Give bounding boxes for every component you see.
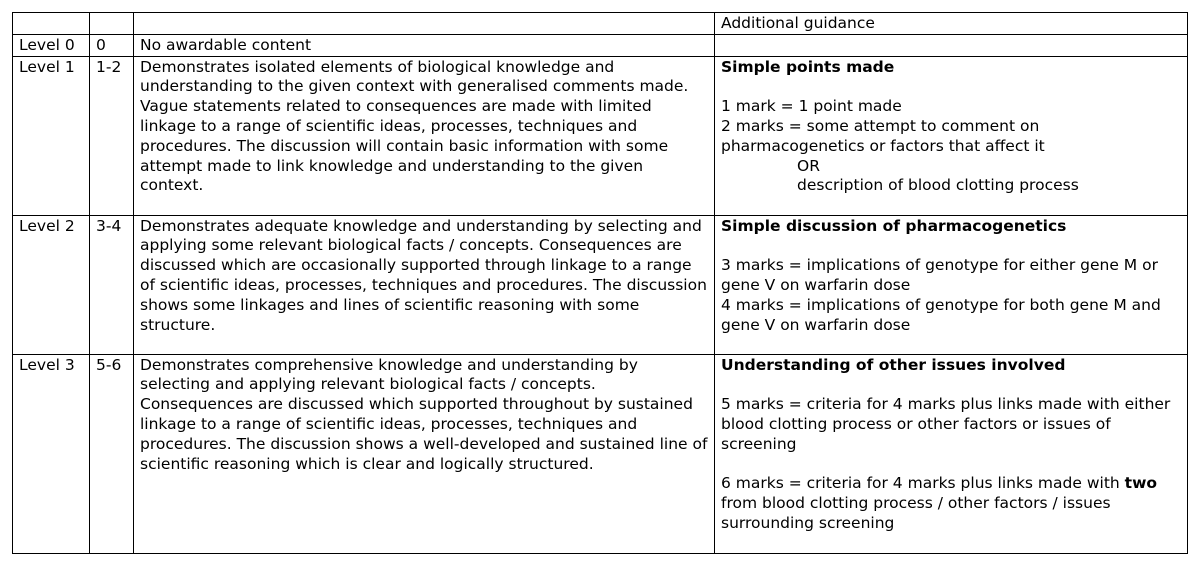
guidance-or: OR xyxy=(797,156,820,175)
guidance-line-start: 6 marks = criteria for 4 marks plus links made with xyxy=(721,474,1125,493)
level-label: Level 0 xyxy=(13,34,90,56)
mark-scheme-table xyxy=(12,12,1188,554)
guidance-line: 5 marks = criteria for 4 marks plus links made with either blood clotting process or other factors or issues of screening xyxy=(721,395,1171,453)
table-row-level-2 xyxy=(13,215,1188,354)
guidance-line: description of blood clotting process xyxy=(797,176,1079,195)
guidance-line: 1 mark = 1 point made xyxy=(721,97,902,116)
level-label: Level 2 xyxy=(13,215,90,354)
header-level-cell xyxy=(13,13,90,35)
header-descriptor-cell xyxy=(134,13,715,35)
table-row-level-0 xyxy=(13,34,1188,56)
marks-range: 5-6 xyxy=(90,354,134,553)
marks-range: 0 xyxy=(90,34,134,56)
table-row-level-1 xyxy=(13,56,1188,215)
guidance-cell xyxy=(715,215,1188,354)
level-descriptor: No awardable content xyxy=(134,34,715,56)
guidance-cell xyxy=(715,56,1188,215)
level-descriptor: Demonstrates comprehensive knowledge and understanding by selecting and applying relevant biological facts / concepts. Consequences are discussed which supported throughout by sustained linkage to a range of scientific ideas, processes, techniques and procedures. The discussion shows a well-developed and sustained line of scientific reasoning which is clear and logically structured. xyxy=(134,354,715,553)
level-label: Level 3 xyxy=(13,354,90,553)
guidance-line-end: from blood clotting process / other factors / issues surrounding screening xyxy=(721,494,1111,532)
table-row-level-3 xyxy=(13,354,1188,553)
header-marks-cell xyxy=(90,13,134,35)
guidance-line: 2 marks = some attempt to comment on pharmacogenetics or factors that affect it xyxy=(721,116,1045,155)
guidance-cell xyxy=(715,354,1188,553)
guidance-emphasis: two xyxy=(1124,474,1158,493)
guidance-line: 3 marks = implications of genotype for either gene M or gene V on warfarin dose xyxy=(721,256,1158,294)
marks-range: 3-4 xyxy=(90,215,134,354)
level-label: Level 1 xyxy=(13,56,90,215)
guidance-cell xyxy=(715,34,1188,56)
guidance-heading: Simple discussion of pharmacogenetics xyxy=(721,216,1067,235)
header-row xyxy=(13,13,1188,35)
guidance-heading: Understanding of other issues involved xyxy=(721,355,1066,374)
level-descriptor: Demonstrates adequate knowledge and understanding by selecting and applying some relevant biological facts / concepts. Consequences are discussed which are occasionally supported through linkage to a range of scientific ideas, processes, techniques and procedures. The discussion shows some linkages and lines of scientific reasoning with some structure. xyxy=(134,215,715,354)
guidance-line: 4 marks = implications of genotype for both gene M and gene V on warfarin dose xyxy=(721,295,1161,334)
guidance-line xyxy=(721,474,1181,533)
level-descriptor: Demonstrates isolated elements of biological knowledge and understanding to the given context with generalised comments made. Vague statements related to consequences are made with limited linkage to a range of scientific ideas, processes, techniques and procedures. The discussion will contain basic information with some attempt made to link knowledge and understanding to the given context. xyxy=(134,56,715,215)
guidance-heading: Simple points made xyxy=(721,57,895,76)
header-guidance-cell: Additional guidance xyxy=(715,13,1188,35)
marks-range: 1-2 xyxy=(90,56,134,215)
